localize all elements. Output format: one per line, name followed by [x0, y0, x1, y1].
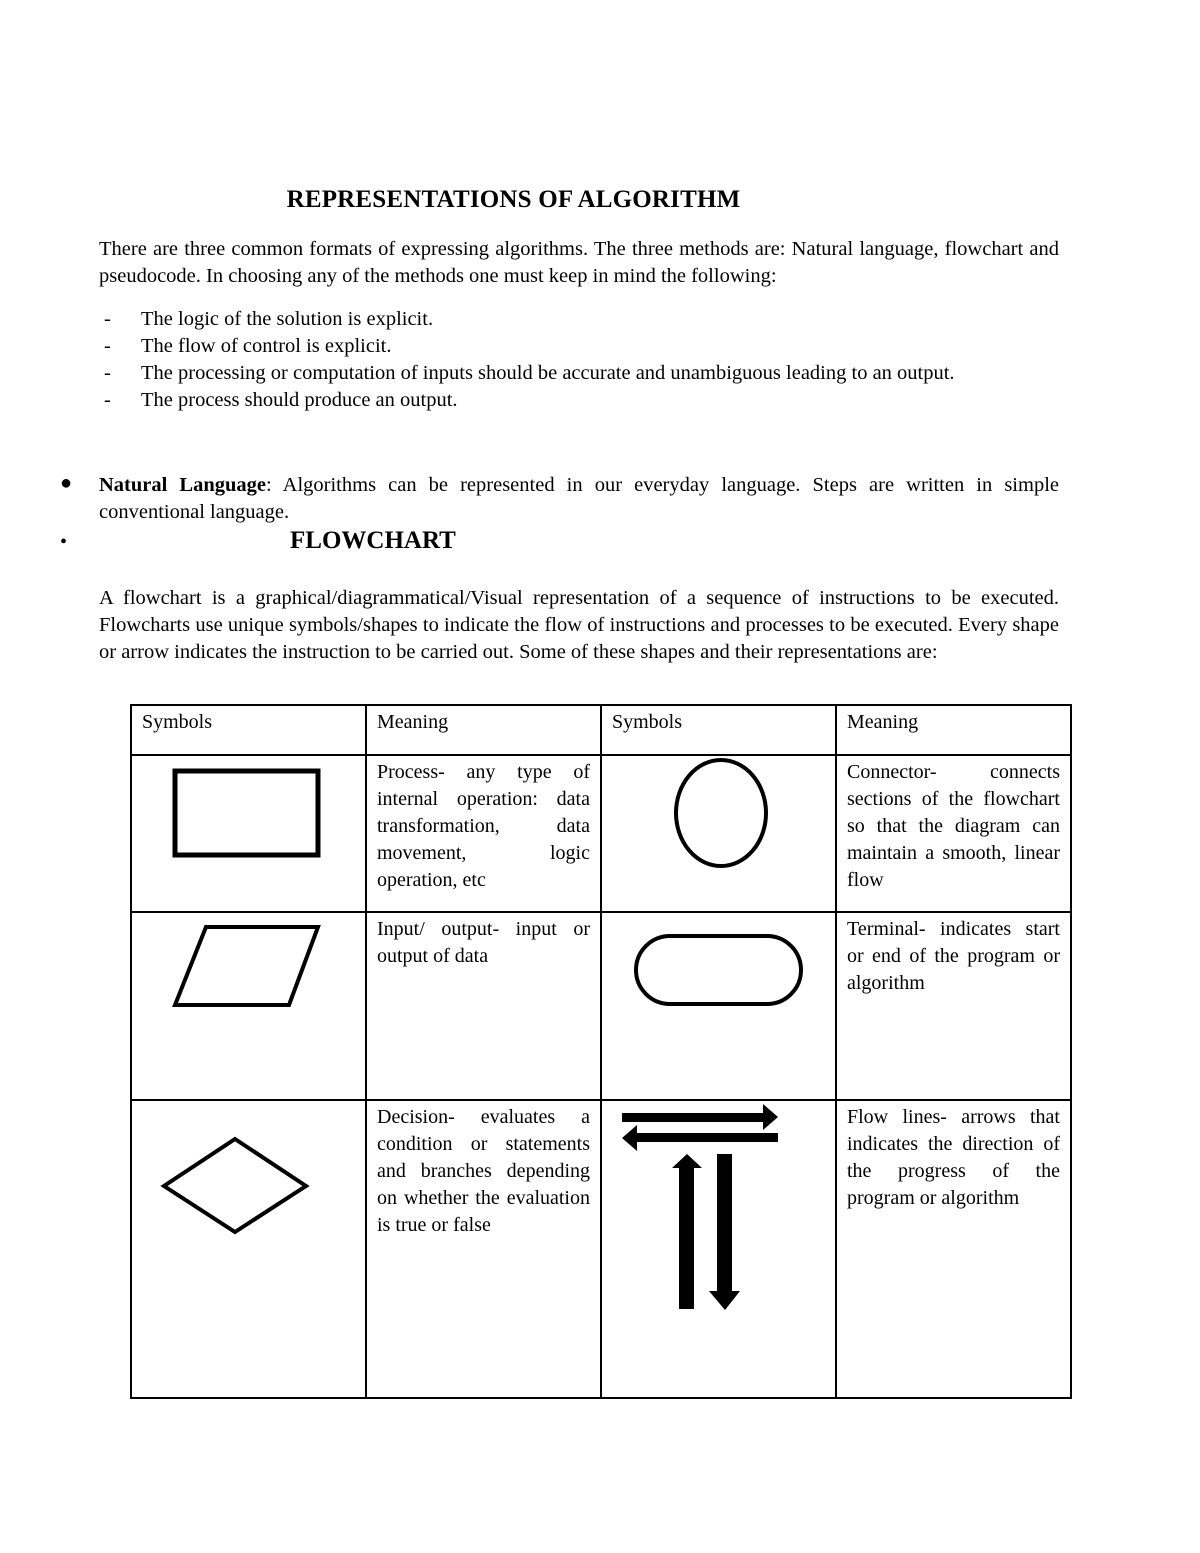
symbol-cell	[601, 755, 836, 912]
intro-paragraph: There are three common formats of expressing algorithms. The three methods are: Natural language, flowchart and pseudocode. In choosing any of the methods one must keep in mind the following:	[99, 238, 1059, 287]
page-title: REPRESENTATIONS OF ALGORITHM	[286, 186, 741, 213]
flow-arrows-icon	[602, 1101, 837, 1397]
symbol-cell	[131, 912, 366, 1100]
parallelogram-icon	[132, 913, 367, 1099]
table-header-cell: Symbols	[601, 705, 836, 755]
list-item: - The logic of the solution is explicit.	[104, 308, 434, 330]
table-header-cell: Meaning	[836, 705, 1071, 755]
table-row	[131, 755, 1071, 912]
natural-language-text: : Algorithms can be represented in our everyday language. Steps are written in simple conventional language.	[99, 474, 1059, 523]
meaning-cell: Process- any type of internal operation: data transformation, data movement, logic operation, etc	[366, 755, 601, 912]
rounded-rectangle-icon	[602, 913, 837, 1099]
meaning-cell: Flow lines- arrows that indicates the direction of the progress of the program or algorithm	[836, 1100, 1071, 1398]
table-header-cell: Meaning	[366, 705, 601, 755]
considerations-list	[104, 306, 1059, 414]
natural-language-item	[60, 472, 1059, 526]
natural-language-term: Natural Language	[99, 474, 266, 496]
table-row	[131, 1100, 1071, 1398]
list-item: - The process should produce an output.	[104, 389, 458, 411]
symbol-cell	[601, 912, 836, 1100]
flowchart-heading: FLOWCHART	[290, 527, 456, 554]
table-header-cell: Symbols	[131, 705, 366, 755]
symbols-table	[130, 704, 1072, 1399]
meaning-cell: Input/ output- input or output of data	[366, 912, 601, 1100]
table-header-row	[131, 705, 1071, 755]
meaning-cell: Connector- connects sections of the flowchart so that the diagram can maintain a smooth, linear flow	[836, 755, 1071, 912]
flowchart-description: A flowchart is a graphical/diagrammatical/Visual representation of a sequence of instructions to be executed. Flowcharts use unique symbols/shapes to indicate the flow of instructions and processes to be executed. Every shape or arrow indicates the instruction to be carried out. Some of these shapes and their representations are:	[99, 587, 1059, 663]
meaning-cell: Terminal- indicates start or end of the program or algorithm	[836, 912, 1071, 1100]
list-item: - The processing or computation of inputs should be accurate and unambiguous leading to an output.	[104, 362, 955, 384]
symbol-cell	[601, 1100, 836, 1398]
symbol-cell	[131, 755, 366, 912]
meaning-cell: Decision- evaluates a condition or statements and branches depending on whether the evaluation is true or false	[366, 1100, 601, 1398]
list-item: - The flow of control is explicit.	[104, 335, 392, 357]
circle-icon	[602, 756, 837, 911]
table-row	[131, 912, 1071, 1100]
symbol-cell	[131, 1100, 366, 1398]
diamond-icon	[132, 1101, 367, 1397]
bullet-icon: ●	[60, 472, 73, 494]
rectangle-icon	[132, 756, 367, 911]
bullet-icon: •	[60, 531, 68, 553]
